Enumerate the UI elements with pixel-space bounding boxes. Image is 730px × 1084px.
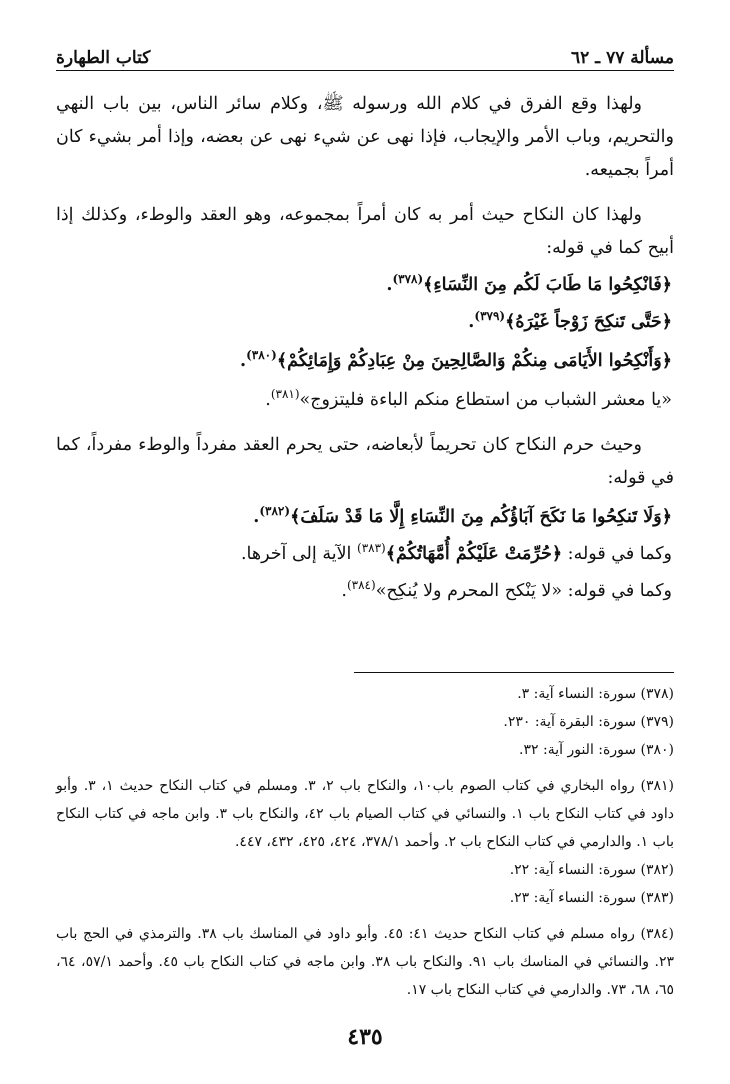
footnote-384: (٣٨٤) رواه مسلم في كتاب النكاح حديث ٤١: ٤٥. وأبو داود في المناسك باب ٣٨. والترمذي في الحج باب ٢٣. والنسائي في المناسك باب ٩١. والنكاح باب ٣٨. وابن ماجه في كتاب النكاح باب ٤٥. وأحمد ٥٧/١، ٦٤، ٦٥، ٦٨، ٧٣. والدارمي في كتاب النكاح باب ١٧. <box>56 926 674 998</box>
main-text <box>56 88 674 608</box>
footnote-ref-380: (٣٨٠) <box>246 348 277 363</box>
footnote-ref-382: (٣٨٢) <box>259 504 291 519</box>
verse-383-text: ﴿حُرِّمَتْ عَلَيْكُمْ أُمَّهَاتُكُمْ﴾ <box>385 544 563 564</box>
footnote-ref-384: (٣٨٤) <box>346 578 376 593</box>
footnote-381: (٣٨١) رواه البخاري في كتاب الصوم باب١٠، والنكاح باب ٢، ٣. ومسلم في كتاب النكاح حديث ١، ٣. وأبو داود في كتاب النكاح باب ١. والنسائي في كتاب الصيام باب ٤٢، والنكاح باب ٣. وابن ماجه في كتاب النكاح باب ١. والدارمي في كتاب النكاح باب ٢. وأحمد ٣٧٨/١، ٤٢٤، ٤٢٥، ٤٣٢، ٤٤٧. <box>56 778 675 850</box>
page-number: ٤٣٥ <box>347 1024 383 1050</box>
hadith-384-lead: وكما في قوله: <box>567 581 672 601</box>
header-rule <box>56 70 674 71</box>
verse-378: ﴿فَانْكِحُوا مَا طَابَ لَكُم مِنَ النِّسَاءِ﴾$^{(٣٧٨)}$. <box>386 272 672 295</box>
verse-382: ﴿وَلَا تَنكِحُوا مَا نَكَحَ آبَاؤُكُم مِنَ النِّسَاءِ إِلَّا مَا قَدْ سَلَفَ﴾$^{(٣٨٢)}$. <box>253 504 672 527</box>
hadith-381: «يا معشر الشباب من استطاع منكم الباءة فليتزوج»$^{(٣٨١)}$. <box>265 387 672 410</box>
footnote-382: (٣٨٢) سورة: النساء آية: ٢٢. <box>509 862 674 878</box>
hadith-381-text: «يا معشر الشباب من استطاع منكم الباءة فليتزوج» <box>299 390 672 410</box>
verse-379-text: ﴿حَتَّى تَنكِحَ زَوْجاً غَيْرَهُ﴾ <box>505 312 672 332</box>
footnote-378: (٣٧٨) سورة: النساء آية: ٣. <box>517 686 674 702</box>
verse-383-tail: الآية إلى آخرها. <box>240 544 352 564</box>
footnotes <box>56 680 674 1004</box>
footnote-380: (٣٨٠) سورة: النور آية: ٣٢. <box>519 742 674 758</box>
footnote-ref-379: (٣٧٩) <box>474 309 506 324</box>
footnote-ref-381: (٣٨١) <box>270 387 300 402</box>
hadith-384-line: وكما في قوله: «لا يَنْكح المحرم ولا يُنكِح»$^{(٣٨٤)}$. <box>341 578 672 601</box>
verse-382-text: ﴿وَلَا تَنكِحُوا مَا نَكَحَ آبَاؤُكُم مِنَ النِّسَاءِ إِلَّا مَا قَدْ سَلَفَ﴾ <box>290 507 672 527</box>
footnote-ref-378: (٣٧٨) <box>392 272 424 287</box>
paragraph-1: ولهذا وقع الفرق في كلام الله ورسوله ﷺ، وكلام سائر الناس، بين باب النهي والتحريم، وباب الأمر والإيجاب، فإذا نهى عن شيء نهى عن بعضه، وإذا أمر بشيء كان أمراً بجميعه. <box>56 94 674 180</box>
paragraph-2: ولهذا كان النكاح حيث أمر به كان أمراً بمجموعه، وهو العقد والوطء، وكذلك إذا أبيح كما في قوله: <box>56 205 674 258</box>
footnote-rule <box>354 672 674 673</box>
verse-378-text: ﴿فَانْكِحُوا مَا طَابَ لَكُم مِنَ النِّسَاءِ﴾ <box>423 275 672 295</box>
verse-383-line <box>56 538 674 571</box>
verse-380-text: ﴿وَأَنْكِحُوا الأَيَامَى مِنكُمْ وَالصَّالِحِينَ مِنْ عِبَادِكُمْ وَإِمَائِكُمْ﴾ <box>276 351 672 371</box>
verse-383-lead: وكما في قوله: <box>567 544 672 564</box>
verse-380: ﴿وَأَنْكِحُوا الأَيَامَى مِنكُمْ وَالصَّالِحِينَ مِنْ عِبَادِكُمْ وَإِمَائِكُمْ﴾$^{(٣٨٠)}$. <box>240 348 672 371</box>
paragraph-3: وحيث حرم النكاح كان تحريماً لأبعاضه، حتى يحرم العقد مفرداً والوطء مفرداً، كما في قوله: <box>56 435 674 488</box>
verse-379: ﴿حَتَّى تَنكِحَ زَوْجاً غَيْرَهُ﴾$^{(٣٧٩)}$. <box>468 309 672 332</box>
footnote-ref-383: (٣٨٣) <box>357 541 386 556</box>
footnote-379: (٣٧٩) سورة: البقرة آية: ٢٣٠. <box>503 714 674 730</box>
footnote-383: (٣٨٣) سورة: النساء آية: ٢٣. <box>509 890 674 906</box>
hadith-384-text: «لا يَنْكح المحرم ولا يُنكِح» <box>375 581 563 601</box>
running-header <box>56 38 674 68</box>
book-title: كتاب الطهارة <box>56 48 151 68</box>
issue-label: مسألة ٧٧ ـ ٦٢ <box>570 48 674 68</box>
